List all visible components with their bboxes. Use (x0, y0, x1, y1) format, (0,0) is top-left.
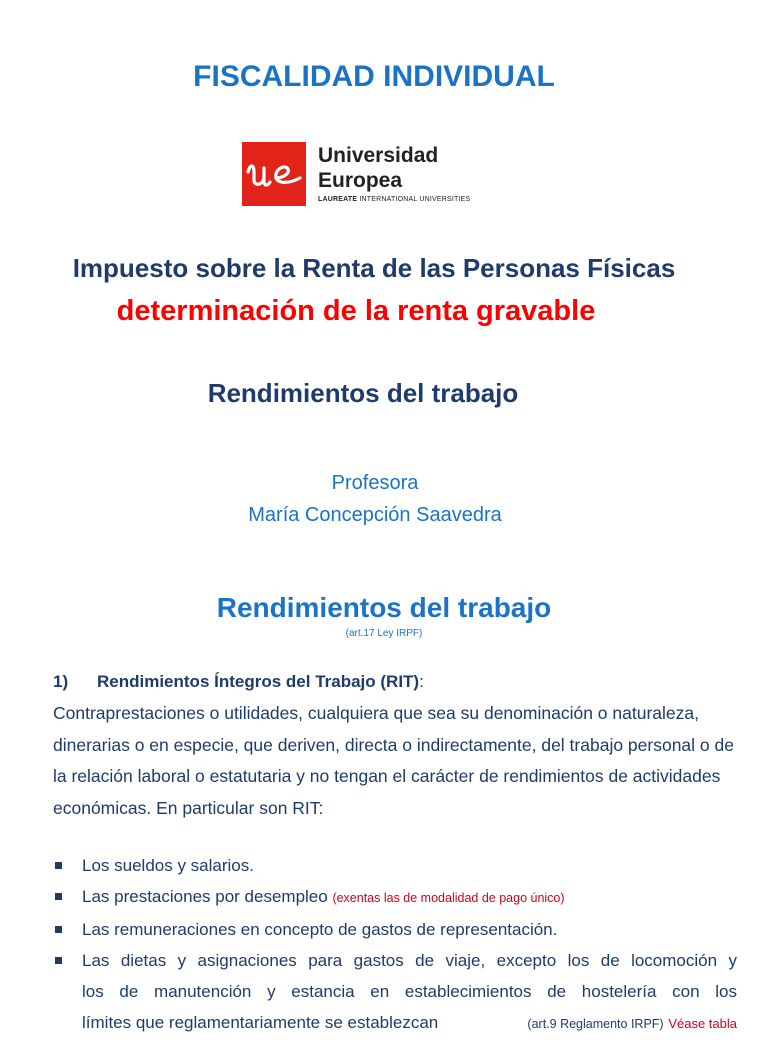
list-item: Las dietas y asignaciones para gastos de viaje, excepto los de locomoción y los de manutención y estancia en establecimientos de hostelería con los límites que reglamentariamente se establezcan (art.9 Reglamento IRPF) Véase tabla (53, 945, 737, 1040)
slide-title: Rendimientos del trabajo (216, 592, 552, 623)
exemption-note: (exentas las de modalidad de pago único) (332, 891, 565, 905)
list-item: Los sueldos y salarios. (53, 850, 737, 881)
see-table-note: Véase tabla (668, 1016, 737, 1031)
university-logo (242, 142, 482, 206)
square-bullet-icon (55, 926, 62, 933)
professor-label: Profesora (331, 472, 419, 494)
section-heading: 1) Rendimientos Íntegros del Trabajo (RIT): (53, 672, 424, 691)
ue-logo-mark (242, 142, 306, 206)
content-slide (0, 570, 768, 1032)
list-item: Las prestaciones por desempleo (exentas las de modalidad de pago único) (53, 881, 737, 914)
professor-name: María Concepción Saavedra (248, 504, 502, 526)
rit-bullet-list (53, 850, 737, 1040)
regulation-reference: (art.9 Reglamento IRPF) (527, 1017, 664, 1031)
square-bullet-icon (55, 893, 62, 900)
logo-tagline: LAUREATE INTERNATIONAL UNIVERSITIES (318, 196, 471, 203)
square-bullet-icon (55, 957, 62, 964)
topic-title: determinación de la renta gravable (116, 295, 596, 327)
heading-number: 1) (53, 672, 69, 691)
section-title: Rendimientos del trabajo (207, 378, 519, 408)
ue-logo-icon (242, 142, 306, 206)
university-name: Universidad Europea (318, 144, 439, 192)
course-title: FISCALIDAD INDIVIDUAL (193, 60, 555, 93)
heading-text: Rendimientos Íntegros del Trabajo (RIT) (97, 672, 420, 691)
list-item: Las remuneraciones en concepto de gastos de representación. (53, 914, 737, 945)
tax-name: Impuesto sobre la Renta de las Personas Físicas (72, 253, 676, 283)
definition-paragraph: Contraprestaciones o utilidades, cualquiera que sea su denominación o naturaleza, dinerarias o en especie, que deriven, directa o indirectamente, del trabajo personal o de la relación laboral o estatutaria y no tengan el carácter de rendimientos de actividades económicas. En particular son RIT: (53, 703, 734, 818)
law-reference: (art.17 Ley IRPF) (345, 628, 423, 639)
square-bullet-icon (55, 862, 62, 869)
